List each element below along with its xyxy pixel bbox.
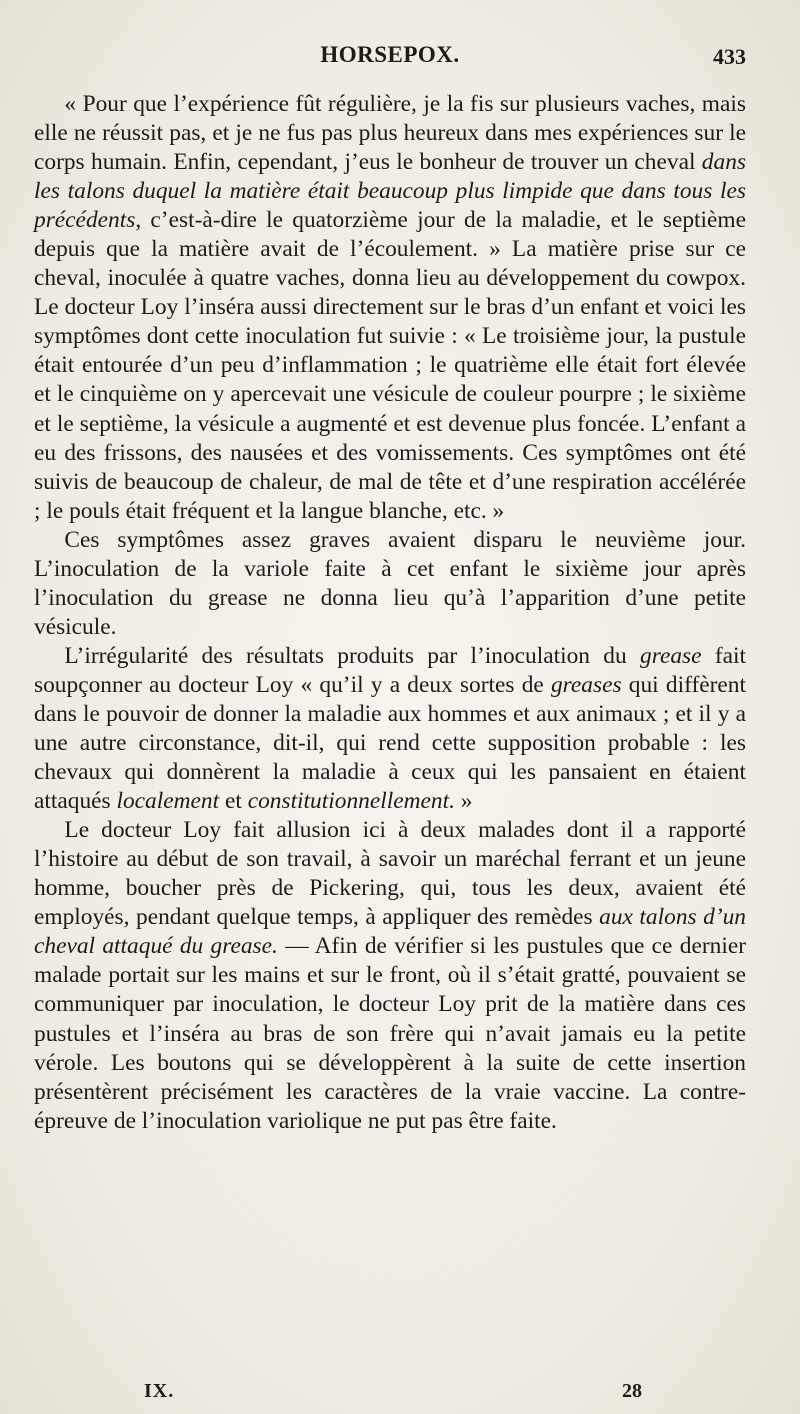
text-run: »: [454, 788, 473, 815]
text-run: Ces symptômes assez graves avaient disparu le neuvième jour. L’inoculation de la variole faite à cet enfant le sixième jour après l’inoculation du grease ne donna lieu qu’à l’apparition d’une petite vésicule.: [34, 526, 746, 640]
text-run: qui diffèrent dans le pouvoir de donner la maladie aux hommes et aux animaux ; et il y a une autre circonstance, dit-il, qui rend cette supposition probable : les chevaux qui donnèrent la maladie à ceux qui les pansaient en étaient attaqués: [34, 671, 746, 815]
running-title: HORSEPOX.: [320, 42, 460, 67]
paragraph-4: [34, 816, 746, 1136]
italic-text-run: localement: [116, 788, 220, 815]
italic-text-run: greases: [550, 671, 622, 698]
body-text: [34, 90, 746, 1136]
italic-text-run: dans les talons duquel la matière était beaucoup plus limpide que dans tous les précédents: [34, 149, 746, 234]
text-run: « Pour que l’expérience fût régulière, je la fis sur plusieurs vaches, mais elle ne réussit pas, et je ne fus pas plus heureux dans mes expériences sur le corps humain. Enfin, cependant, j’eus le bonheur de trouver un cheval: [34, 91, 746, 176]
text-run: Le docteur Loy fait allusion ici à deux malades dont il a rapporté l’histoire au début de son travail, à savoir un maréchal ferrant et un jeune homme, boucher près de Pickering, qui, tous les deux, avaient été employés, pendant quelque temps, à appliquer des remèdes: [34, 817, 746, 931]
page-footer: [34, 1380, 746, 1410]
text-run: et: [219, 788, 248, 815]
paragraph-2: [34, 526, 746, 642]
italic-text-run: constitutionnellement.: [247, 788, 455, 815]
text-run: , c’est-à-dire le quatorzième jour de la maladie, et le septième depuis que la matière avait de l’écoulement. » La matière prise sur ce cheval, inoculée à quatre vaches, donna lieu au développement du cowpox. Le docteur Loy l’inséra aussi directement sur le bras d’un enfant et voici les symptômes dont cette inoculation fut suivie : « Le troisième jour, la pustule était entourée d’un peu d’inflammation ; le quatrième elle était fort élevée et le cinquième on y apercevait une vésicule de couleur pourpre ; le sixième et le septième, la vésicule a augmenté et est devenue plus foncée. L’enfant a eu des frissons, des nausées et des vomissements. Ces symptômes ont été suivis de beaucoup de chaleur, de mal de tête et d’une respiration accélérée ; le pouls était fréquent et la langue blanche, etc. »: [34, 207, 746, 524]
page-header: [34, 42, 746, 78]
text-run: fait soupçonner au docteur Loy « qu’il y a deux sortes de: [34, 642, 746, 698]
page-number: 433: [713, 44, 746, 69]
italic-text-run: aux talons d’un cheval attaqué du grease.: [34, 904, 746, 960]
paragraph-1: [34, 90, 746, 526]
signature-number: 28: [622, 1380, 642, 1402]
paragraph-3: [34, 642, 746, 816]
text-run: — Afin de vérifier si les pustules que ce dernier malade portait sur les mains et sur le front, où il s’était gratté, pouvaient se communiquer par inoculation, le docteur Loy prit de la matière dans ces pustules et l’inséra au bras de son frère qui n’avait jamais eu la petite vérole. Les boutons qui se développèrent à la suite de cette insertion présentèrent précisément les caractères de la vraie vaccine. La contre-épreuve de l’inoculation variolique ne put pas être faite.: [34, 933, 746, 1134]
italic-text-run: grease: [640, 642, 702, 669]
signature-mark: IX.: [144, 1380, 175, 1402]
text-run: L’irrégularité des résultats produits par l’inoculation du: [64, 642, 641, 669]
